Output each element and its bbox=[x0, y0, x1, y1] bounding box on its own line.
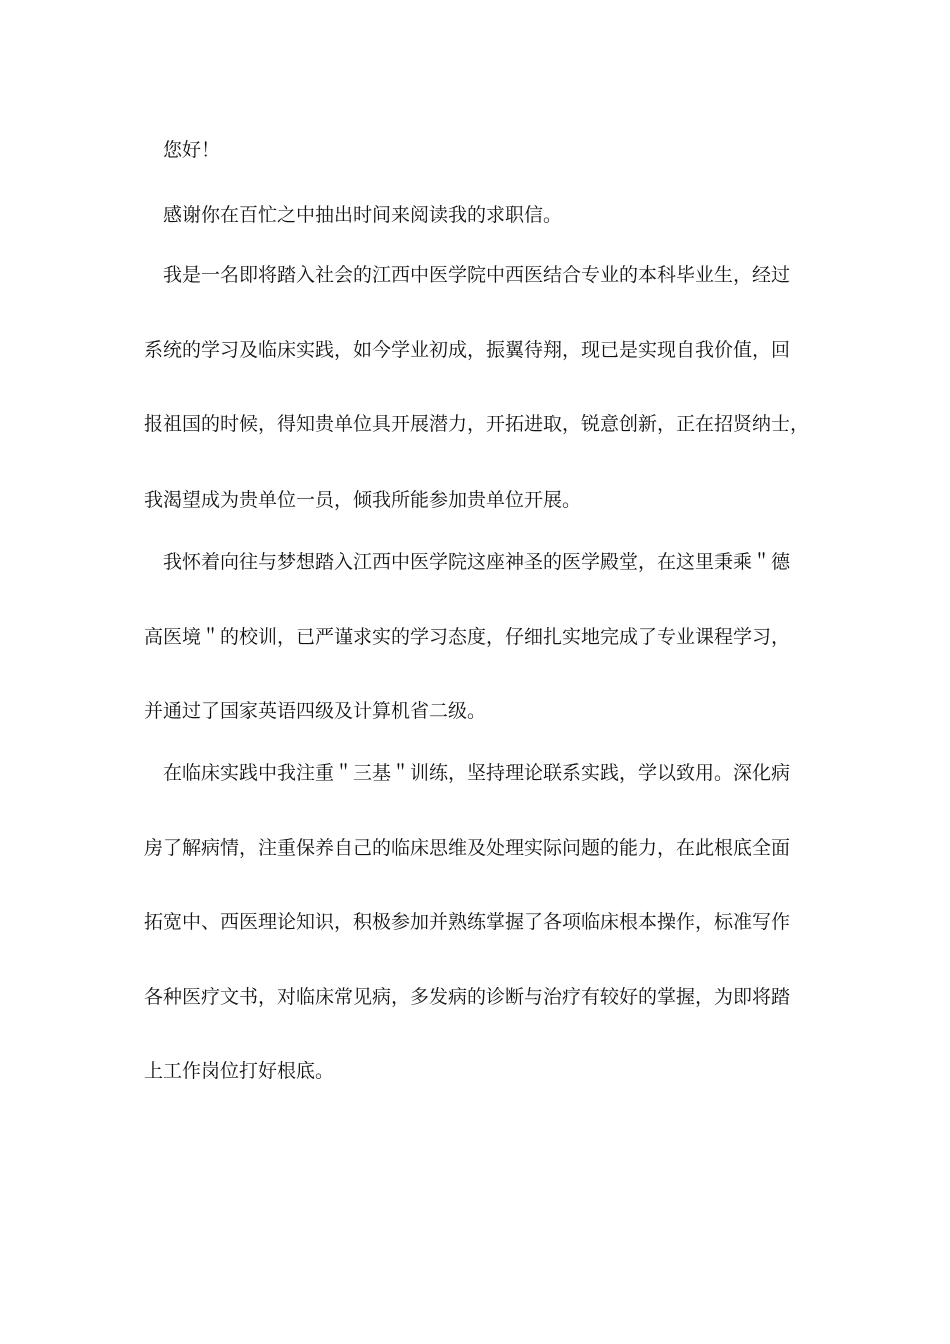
paragraph-line: 房了解病情，注重保养自己的临床思维及处理实际问题的能力，在此根底全面 bbox=[144, 837, 791, 859]
paragraph-line: 高医境＂的校训，已严谨求实的学习态度，仔细扎实地完成了专业课程学习， bbox=[144, 626, 791, 648]
paragraph-line: 各种医疗文书，对临床常见病，多发病的诊断与治疗有较好的掌握，为即将踏 bbox=[144, 986, 791, 1008]
paragraph-line: 报祖国的时候，得知贵单位具开展潜力，开拓进取，锐意创新，正在招贤纳士， bbox=[144, 413, 810, 435]
paragraph-line: 我渴望成为贵单位一员，倾我所能参加贵单位开展。 bbox=[144, 489, 582, 511]
paragraph-line: 在临床实践中我注重＂三基＂训练，坚持理论联系实践，学以致用。深化病 bbox=[163, 762, 791, 784]
paragraph-line: 拓宽中、西医理论知识，积极参加并熟练掌握了各项临床根本操作，标准写作 bbox=[144, 911, 791, 933]
paragraph-line: 感谢你在百忙之中抽出时间来阅读我的求职信。 bbox=[163, 204, 563, 226]
paragraph-line: 我怀着向往与梦想踏入江西中医学院这座神圣的医学殿堂，在这里秉乘＂德 bbox=[163, 551, 791, 573]
greeting-line: 您好！ bbox=[163, 139, 221, 161]
paragraph-line: 并通过了国家英语四级及计算机省二级。 bbox=[144, 700, 487, 722]
paragraph-line: 上工作岗位打好根底。 bbox=[144, 1060, 335, 1082]
paragraph-line: 我是一名即将踏入社会的江西中医学院中西医结合专业的本科毕业生，经过 bbox=[163, 264, 791, 286]
paragraph-line: 系统的学习及临床实践，如今学业初成，振翼待翔，现已是实现自我价值，回 bbox=[144, 339, 791, 361]
